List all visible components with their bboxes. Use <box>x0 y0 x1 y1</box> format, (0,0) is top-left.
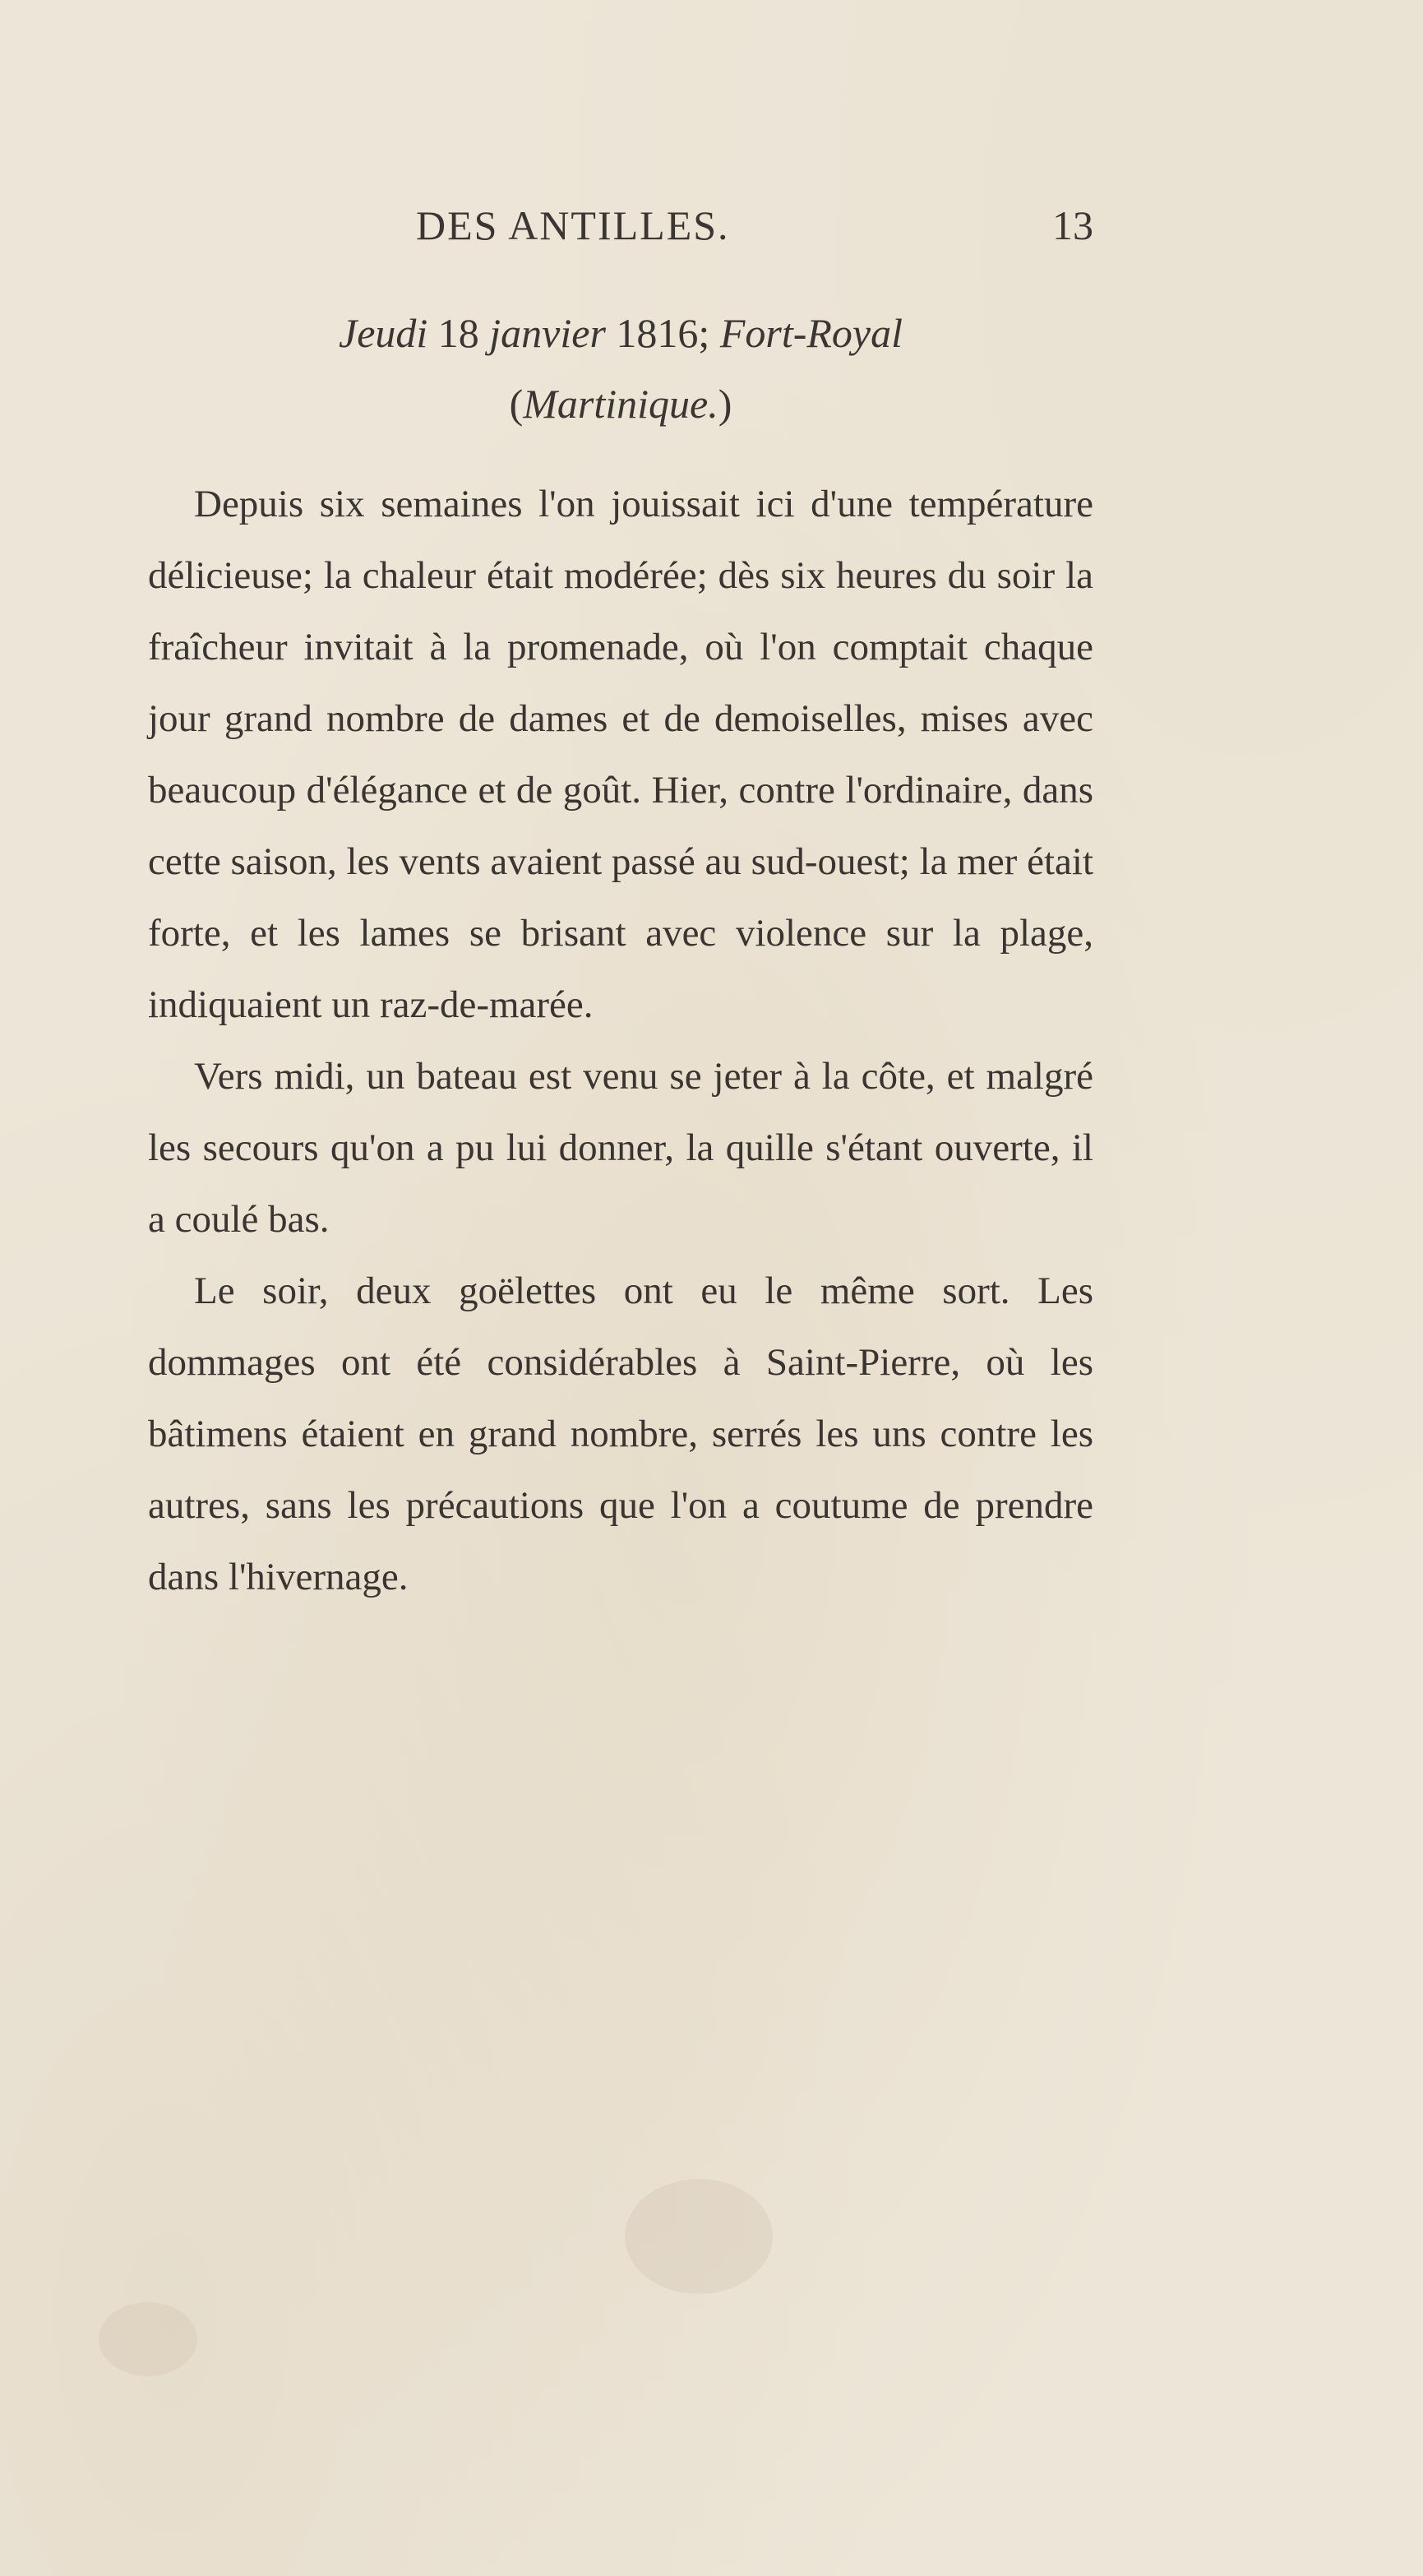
paragraph: Le soir, deux goëlettes ont eu le même sort. Les dommages ont été considérables à Saint-Pierre, où les bâtimens étaient en grand nombre, serrés les uns contre les autres, sans les précautions que l'on a coutume de prendre dans l'hivernage. <box>148 1270 1093 1598</box>
paragraph: Depuis six semaines l'on jouissait ici d'une température délicieuse; la chaleur était modérée; dès six heures du soir la fraîcheur invitait à la promenade, où l'on comptait chaque jour grand nombre de dames et de demoiselles, mises avec beaucoup d'élégance et de goût. Hier, contre l'ordinaire, dans cette saison, les vents avaient passé au sud-ouest; la mer était forte, et les lames se brisant avec violence sur la plage, indiquaient un raz-de-marée. <box>148 483 1093 1026</box>
entry-region-line <box>148 368 1093 439</box>
page-number: 13 <box>1052 202 1093 248</box>
entry-day: 18 <box>437 310 479 356</box>
entry-place: Fort-Royal <box>719 310 903 356</box>
body-text <box>148 469 1093 1613</box>
entry-month: janvier <box>489 310 606 356</box>
region-open-paren: ( <box>509 381 524 427</box>
paragraph: Vers midi, un bateau est venu se jeter à la côte, et malgré les secours qu'on a pu lui donner, la quille s'étant ouverte, il a coulé bas. <box>148 1055 1093 1241</box>
entry-year: 1816; <box>616 310 710 356</box>
running-head: DES ANTILLES. <box>416 202 730 248</box>
entry-heading <box>148 298 1093 439</box>
page-header <box>148 201 1093 259</box>
entry-region: Martinique. <box>523 381 718 427</box>
entry-weekday: Jeudi <box>339 310 428 356</box>
paper-stain <box>625 2179 773 2294</box>
region-close-paren: ) <box>718 381 732 427</box>
paper-stain <box>99 2302 197 2376</box>
entry-date-line <box>148 298 1093 368</box>
